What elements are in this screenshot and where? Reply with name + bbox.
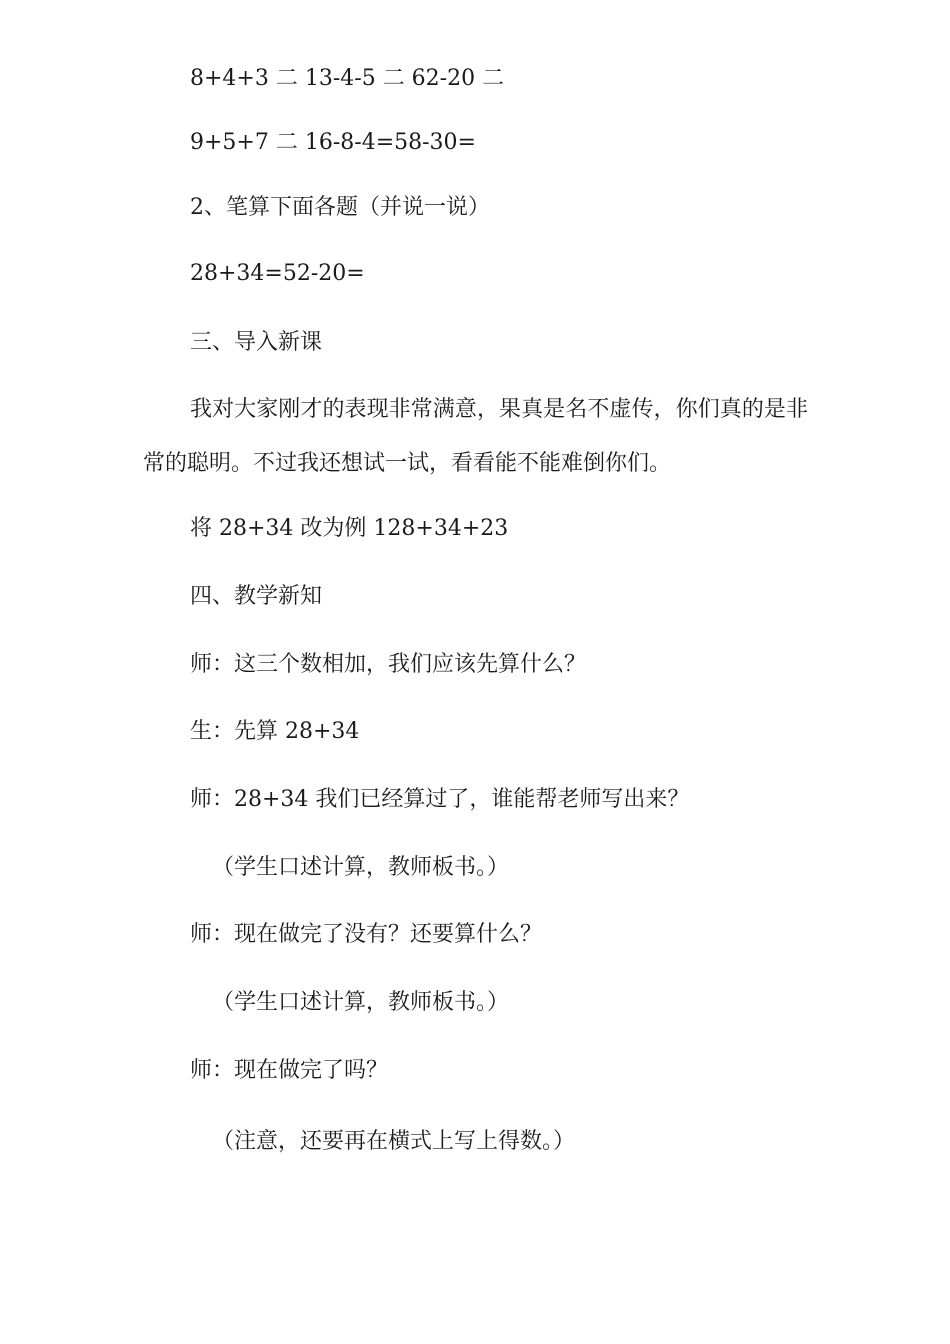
section-heading-4: 四、教学新知 [190,584,323,609]
dialogue-line-5: 师：现在做完了吗？ [190,1058,389,1083]
stage-note-3: （注意，还要再在横式上写上得数。） [212,1129,576,1154]
text-paragraph: 我对大家刚才的表现非常满意，果真是名不虚传，你们真的是非常的聪明。不过我还想试一试，看看能不能难倒你们。 [143,397,808,476]
stage-note-2: （学生口述计算，教师板书。） [212,990,510,1015]
dialogue-line-3: 师：28+34 我们已经算过了，谁能帮老师写出来？ [190,787,690,812]
text-line-equations-1: 8+4+3 二 13-4-5 二 62-20 二 [190,66,505,91]
dialogue-line-2: 生：先算 28+34 [190,719,360,744]
dialogue-line-1: 师：这三个数相加，我们应该先算什么？ [190,652,587,677]
text-line-exercise-heading: 2、笔算下面各题（并说一说） [190,195,490,220]
text-line-equations-2: 9+5+7 二 16-8-4=58-30= [190,130,476,155]
stage-note-1: （学生口述计算，教师板书。） [212,855,510,880]
text-line-equations-3: 28+34=52-20= [190,261,365,286]
dialogue-line-4: 师：现在做完了没有？还要算什么？ [190,922,543,947]
section-heading-3: 三、导入新课 [190,330,323,355]
text-line-example: 将 28+34 改为例 128+34+23 [190,516,509,541]
